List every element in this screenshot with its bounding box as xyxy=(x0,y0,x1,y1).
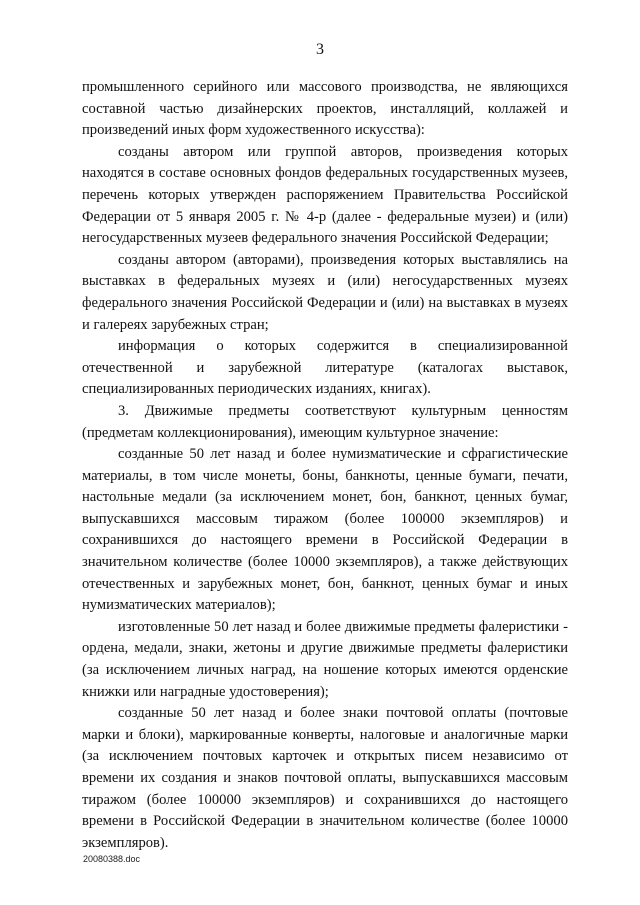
paragraph-literature: информация о которых содержится в специализированной отечественной и зарубежной литературе (каталогах выставок, специализированных периодических изданиях, книгах). xyxy=(82,338,568,398)
paragraph-postage: созданные 50 лет назад и более знаки почтовой оплаты (почтовые марки и блоки), маркированные конверты, налоговые и аналогичные марки (за исключением почтовых карточек и открытых писем независимо от времени их создания и знаков почтовой оплаты, выпускавшихся массовым тиражом (более 100000 экземпляров) и сохранившихся до настоящего времени в Российской Федерации в значительном количестве (более 10000 экземпляров). xyxy=(82,705,568,851)
paragraph-section-3: 3. Движимые предметы соответствуют культурным ценностям (предметам коллекционирования), имеющим культурное значение: xyxy=(82,402,568,441)
paragraph-exhibitions: созданы автором (авторами), произведения которых выставлялись на выставках в федеральных музеях и (или) негосударственных музеях федерального значения Российской Федерации и (или) на выставках в музеях и галереях зарубежных стран; xyxy=(82,251,568,333)
footer-filename: 20080388.doc xyxy=(83,854,141,864)
paragraph-phaleristics: изготовленные 50 лет назад и более движимые предметы фалеристики - ордена, медали, знаки, жетоны и другие движимые предметы фалеристики (за исключением личных наград, на ношение которых имеются орденские книжки или наградные удостоверения); xyxy=(82,618,568,700)
page-number: 3 xyxy=(316,41,324,58)
document-body xyxy=(82,77,568,854)
paragraph-authors-funds: созданы автором или группой авторов, произведения которых находятся в составе основных фондов федеральных государственных музеев, перечень которых утвержден распоряжением Правительства Российской Федерации от 5 января 2005 г. № 4-р (далее - федеральные музеи) и (или) негосударственных музеев федерального значения Российской Федерации; xyxy=(82,143,568,247)
paragraph-numismatics: созданные 50 лет назад и более нумизматические и сфрагистические материалы, в том числе монеты, боны, банкноты, ценные бумаги, печати, настольные медали (за исключением монет, бон, банкнот, ценных бумаг, выпускавшихся массовым тиражом (более 100000 экземпляров) и сохранившихся до настоящего времени в Российской Федерации в значительном количестве (более 10000 экземпляров), а также действующих отечественных и зарубежных монет, бон, банкнот, ценных бумаг и иных нумизматических материалов); xyxy=(82,446,568,614)
paragraph-continuation: промышленного серийного или массового производства, не являющихся составной частью дизайнерских проектов, инсталляций, коллажей и произведений иных форм художественного искусства): xyxy=(82,79,568,139)
